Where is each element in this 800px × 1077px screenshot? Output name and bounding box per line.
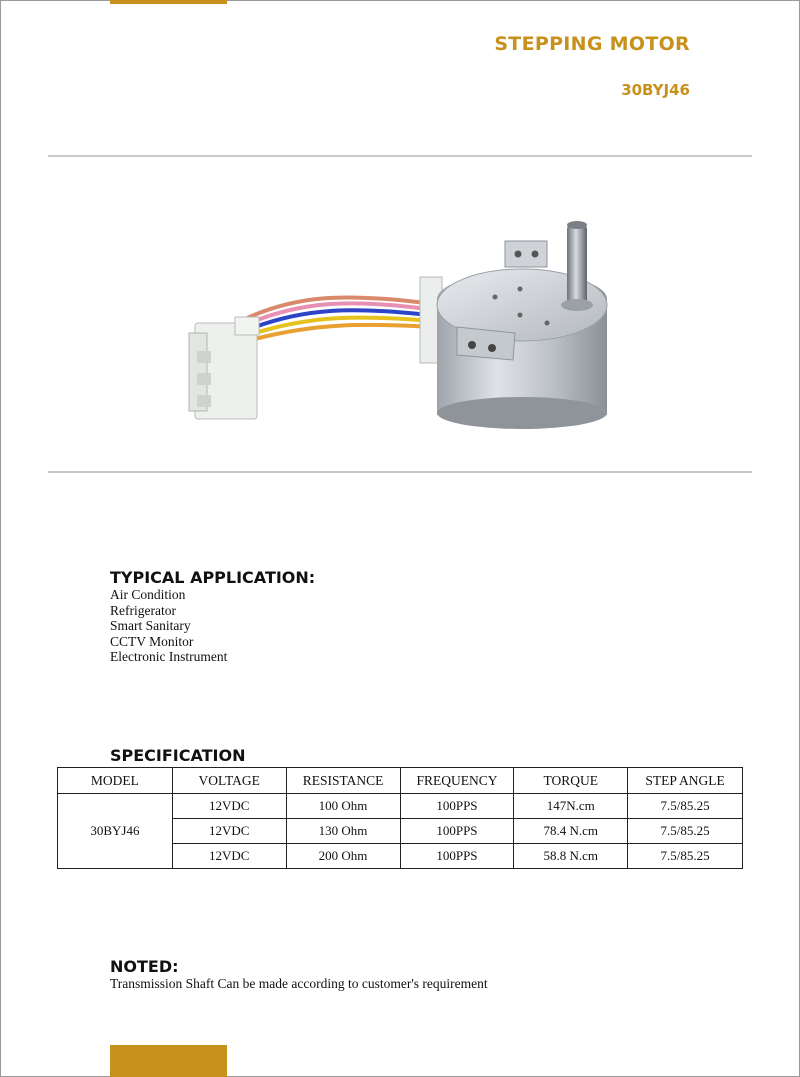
model-title: 30BYJ46 — [621, 81, 690, 99]
gold-top-tab — [110, 0, 227, 4]
application-heading: TYPICAL APPLICATION: — [110, 568, 316, 587]
column-header-voltage: VOLTAGE — [172, 768, 286, 794]
step-angle-cell: 7.5/85.25 — [628, 844, 743, 869]
step-angle-cell: 7.5/85.25 — [628, 819, 743, 844]
voltage-cell: 12VDC — [172, 794, 286, 819]
motor-photo — [175, 205, 635, 445]
table-header-row — [58, 768, 743, 794]
torque-cell: 147N.cm — [514, 794, 628, 819]
specification-heading: SPECIFICATION — [110, 746, 246, 765]
column-header-step-angle: STEP ANGLE — [628, 768, 743, 794]
column-header-model: MODEL — [58, 768, 173, 794]
application-item: Electronic Instrument — [110, 649, 228, 664]
note-text: Transmission Shaft Can be made according to customer's requirement — [110, 976, 488, 991]
column-header-resistance: RESISTANCE — [286, 768, 400, 794]
top-divider — [48, 155, 752, 157]
column-header-frequency: FREQUENCY — [400, 768, 514, 794]
application-list — [110, 587, 227, 665]
step-angle-cell: 7.5/85.25 — [628, 794, 743, 819]
gold-bottom-tab — [110, 1045, 227, 1077]
voltage-cell: 12VDC — [172, 844, 286, 869]
model-cell: 30BYJ46 — [58, 794, 173, 869]
connector-plug — [189, 317, 259, 419]
specification-table — [57, 767, 743, 869]
resistance-cell: 130 Ohm — [286, 819, 400, 844]
frequency-cell: 100PPS — [400, 819, 514, 844]
column-header-torque: TORQUE — [514, 768, 628, 794]
table-row — [58, 794, 743, 819]
application-item: Refrigerator — [110, 602, 176, 618]
application-item: Smart Sanitary — [110, 618, 191, 633]
page-title: STEPPING MOTOR — [494, 33, 690, 55]
bottom-divider — [48, 471, 752, 473]
voltage-cell: 12VDC — [172, 819, 286, 844]
resistance-cell: 200 Ohm — [286, 844, 400, 869]
application-item: CCTV Monitor — [110, 633, 194, 649]
frequency-cell: 100PPS — [400, 794, 514, 819]
torque-cell: 58.8 N.cm — [514, 844, 628, 869]
note-heading: NOTED: — [110, 957, 179, 976]
application-item: Air Condition — [110, 587, 186, 602]
resistance-cell: 100 Ohm — [286, 794, 400, 819]
frequency-cell: 100PPS — [400, 844, 514, 869]
torque-cell: 78.4 N.cm — [514, 819, 628, 844]
